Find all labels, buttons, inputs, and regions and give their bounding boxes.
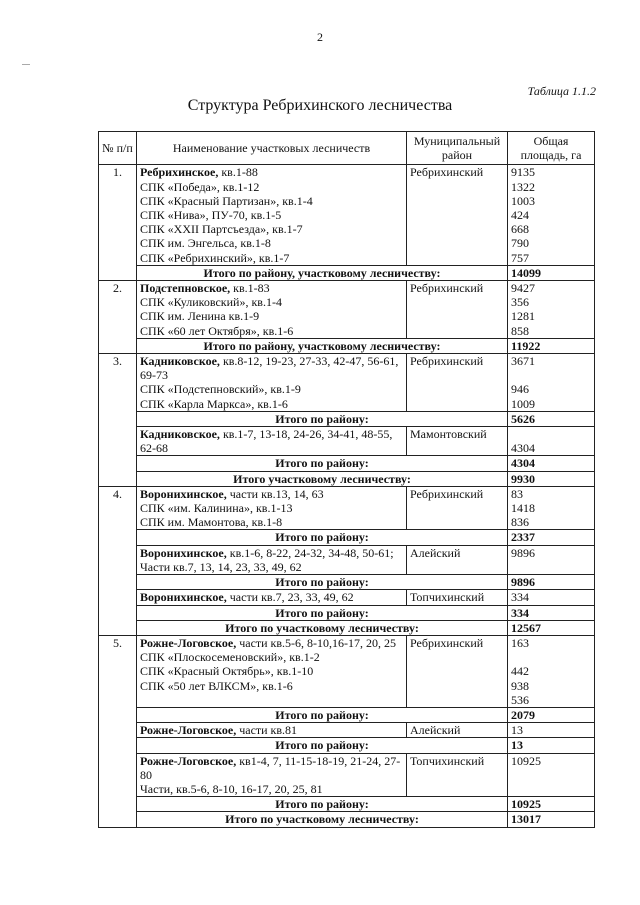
forestry-name-bold: Воронихинское, bbox=[140, 486, 227, 501]
forestry-line bbox=[140, 324, 403, 338]
forestry-line-text: части кв.5-6, 8-10,16-17, 20, 25 bbox=[236, 635, 397, 650]
row-number: 4. bbox=[99, 486, 137, 635]
municipal-district: Ребрихинский bbox=[407, 165, 508, 265]
total-label: Итого по району: bbox=[137, 738, 508, 753]
total-row bbox=[99, 812, 595, 827]
forestry-line-text: части кв.7, 23, 33, 49, 62 bbox=[226, 590, 354, 605]
forestry-entry-row bbox=[99, 427, 595, 456]
area-value: 13 bbox=[511, 723, 523, 738]
area-value: 757 bbox=[511, 250, 529, 265]
area-value: 9427 bbox=[511, 281, 535, 296]
total-value: 4304 bbox=[508, 456, 595, 471]
total-label: Итого по району: bbox=[137, 797, 508, 812]
row-number: 1. bbox=[99, 165, 137, 281]
municipal-district: Ребрихинский bbox=[407, 354, 508, 412]
forestry-name-bold: Ребрихинское, bbox=[140, 165, 219, 180]
area-value: 536 bbox=[511, 692, 529, 707]
area-values bbox=[508, 427, 595, 456]
area-value: 163 bbox=[511, 635, 529, 650]
row-number: 2. bbox=[99, 281, 137, 354]
total-value: 13 bbox=[508, 738, 595, 753]
forestry-line-text: СПК им. Ленина кв.1-9 bbox=[140, 309, 260, 324]
area-value: 1418 bbox=[511, 501, 535, 516]
total-value: 5626 bbox=[508, 411, 595, 426]
forestry-line bbox=[140, 180, 403, 194]
area-values bbox=[508, 486, 595, 530]
municipal-district: Ребрихинский bbox=[407, 486, 508, 530]
total-row bbox=[99, 411, 595, 426]
forestry-names bbox=[137, 486, 407, 530]
forestry-names bbox=[137, 723, 407, 738]
area-values bbox=[508, 354, 595, 412]
forestry-line-text: СПК им. Энгельса, кв.1-8 bbox=[140, 236, 271, 251]
total-label: Итого по району: bbox=[137, 575, 508, 590]
forestry-structure-table bbox=[98, 131, 595, 828]
forestry-entry-row bbox=[99, 590, 595, 605]
forestry-names bbox=[137, 590, 407, 605]
forestry-line-text: СПК «Ребрихинский», кв.1-7 bbox=[140, 250, 290, 265]
forestry-line bbox=[140, 515, 403, 529]
area-values bbox=[508, 165, 595, 265]
area-value: 9135 bbox=[511, 165, 535, 180]
page-number: 2 bbox=[317, 30, 323, 44]
total-row bbox=[99, 605, 595, 620]
forestry-name-bold: Рожне-Логовское, bbox=[140, 723, 237, 738]
forestry-names bbox=[137, 545, 407, 574]
area-value: 10925 bbox=[511, 753, 541, 768]
header-name: Наименование участковых лесничеств bbox=[137, 132, 407, 165]
forestry-line-text: СПК «60 лет Октября», кв.1-6 bbox=[140, 323, 294, 338]
area-value: 790 bbox=[511, 236, 529, 251]
municipal-district: Алейский bbox=[407, 723, 508, 738]
forestry-name-bold: Рожне-Логовское, bbox=[140, 753, 237, 768]
forestry-line bbox=[140, 546, 403, 574]
forestry-line-text: СПК «Победа», кв.1-12 bbox=[140, 179, 260, 194]
total-value: 2337 bbox=[508, 530, 595, 545]
forestry-line-text: кв.1-7, 13-18, 24-26, 34-41, 48-55, 62-68 bbox=[140, 427, 393, 456]
municipal-district: Алейский bbox=[407, 545, 508, 574]
row-number: 3. bbox=[99, 354, 137, 487]
forestry-line bbox=[140, 664, 403, 678]
forestry-entry-row bbox=[99, 486, 595, 530]
area-value: 1003 bbox=[511, 193, 535, 208]
forestry-line bbox=[140, 679, 403, 693]
area-value: 1322 bbox=[511, 179, 535, 194]
total-label: Итого по району, участковому лесничеству: bbox=[137, 265, 508, 280]
header-num: № п/п bbox=[99, 132, 137, 165]
area-value: 1009 bbox=[511, 396, 535, 411]
total-row bbox=[99, 471, 595, 486]
total-value: 13017 bbox=[508, 812, 595, 827]
area-value: 334 bbox=[511, 590, 529, 605]
table-label: Таблица 1.1.2 bbox=[527, 84, 596, 98]
total-label: Итого по району: bbox=[137, 411, 508, 426]
forestry-line bbox=[140, 501, 403, 515]
forestry-line bbox=[140, 397, 403, 411]
total-label: Итого по району: bbox=[137, 707, 508, 722]
forestry-line bbox=[140, 194, 403, 208]
total-row bbox=[99, 338, 595, 353]
document-title: Структура Ребрихинского лесничества bbox=[187, 97, 453, 114]
forestry-names bbox=[137, 354, 407, 412]
total-label: Итого по участковому лесничеству: bbox=[137, 812, 508, 827]
forestry-names bbox=[137, 165, 407, 265]
forestry-line bbox=[140, 295, 403, 309]
total-row bbox=[99, 738, 595, 753]
municipal-district: Топчихинский bbox=[407, 590, 508, 605]
area-value: 4304 bbox=[511, 441, 535, 456]
forestry-name-bold: Подстепновское, bbox=[140, 281, 231, 296]
area-value bbox=[511, 650, 591, 664]
total-row bbox=[99, 456, 595, 471]
forestry-line-text: кв.1-88 bbox=[218, 165, 258, 180]
forestry-line-text: СПК «XXII Партсъезда», кв.1-7 bbox=[140, 222, 303, 237]
forestry-line bbox=[140, 165, 403, 179]
area-value: 442 bbox=[511, 664, 529, 679]
forestry-line-text: СПК «Плоскосеменовский», кв.1-2 bbox=[140, 650, 320, 665]
area-value: 9896 bbox=[511, 545, 535, 560]
forestry-line bbox=[140, 723, 403, 737]
municipal-district: Топчихинский bbox=[407, 753, 508, 797]
total-value: 334 bbox=[508, 605, 595, 620]
forestry-entry-row bbox=[99, 281, 595, 339]
total-row bbox=[99, 707, 595, 722]
forestry-line bbox=[140, 487, 403, 501]
area-values bbox=[508, 635, 595, 707]
forestry-line-text: СПК «Красный Октябрь», кв.1-10 bbox=[140, 664, 314, 679]
total-label: Итого по участковому лесничеству: bbox=[137, 620, 508, 635]
table-header-row bbox=[99, 132, 595, 165]
forestry-line-text: кв.8-12, 19-23, 27-33, 42-47, 56-61, 69-73 bbox=[140, 354, 399, 383]
forestry-line-text: СПК «Карла Маркса», кв.1-6 bbox=[140, 396, 288, 411]
forestry-line bbox=[140, 222, 403, 236]
forestry-name-bold: Воронихинское, bbox=[140, 590, 227, 605]
forestry-line bbox=[140, 650, 403, 664]
total-value: 11922 bbox=[508, 338, 595, 353]
municipal-district: Ребрихинский bbox=[407, 281, 508, 339]
table-body bbox=[99, 165, 595, 827]
forestry-line bbox=[140, 754, 403, 782]
forestry-line-text: части кв.81 bbox=[236, 723, 298, 738]
forestry-line-text: СПК «Подстепновский», кв.1-9 bbox=[140, 382, 301, 397]
total-label: Итого по району, участковому лесничеству: bbox=[137, 338, 508, 353]
forestry-line bbox=[140, 208, 403, 222]
total-value: 12567 bbox=[508, 620, 595, 635]
total-row bbox=[99, 265, 595, 280]
forestry-line-text: СПК «50 лет ВЛКСМ», кв.1-6 bbox=[140, 678, 293, 693]
area-values bbox=[508, 281, 595, 339]
forestry-line bbox=[140, 636, 403, 650]
forestry-line bbox=[140, 281, 403, 295]
forestry-line bbox=[140, 236, 403, 250]
municipal-district: Мамонтовский bbox=[407, 427, 508, 456]
forestry-name-bold: Кадниковское, bbox=[140, 427, 220, 442]
forestry-line bbox=[140, 590, 403, 604]
total-row bbox=[99, 620, 595, 635]
forestry-names bbox=[137, 635, 407, 707]
forestry-line-text: Части, кв.5-6, 8-10, 16-17, 20, 25, 81 bbox=[140, 781, 323, 796]
forestry-line bbox=[140, 251, 403, 265]
forestry-names bbox=[137, 427, 407, 456]
total-label: Итого по району: bbox=[137, 456, 508, 471]
forestry-line-text: кв1-4, 7, 11-15-18-19, 21-24, 27-80 bbox=[140, 753, 401, 782]
forestry-entry-row bbox=[99, 635, 595, 707]
total-value: 2079 bbox=[508, 707, 595, 722]
forestry-line bbox=[140, 309, 403, 323]
area-values bbox=[508, 723, 595, 738]
total-label: Итого по району: bbox=[137, 605, 508, 620]
forestry-entry-row bbox=[99, 354, 595, 412]
forestry-line-text: кв.1-83 bbox=[230, 281, 270, 296]
forestry-names bbox=[137, 281, 407, 339]
forestry-names bbox=[137, 753, 407, 797]
total-value: 14099 bbox=[508, 265, 595, 280]
total-row bbox=[99, 530, 595, 545]
total-label: Итого по району: bbox=[137, 530, 508, 545]
header-district: Муниципальный район bbox=[407, 132, 508, 165]
area-value: 83 bbox=[511, 486, 523, 501]
area-value: 946 bbox=[511, 382, 529, 397]
forestry-line-text: части кв.13, 14, 63 bbox=[226, 486, 324, 501]
forestry-line-text: СПК «им. Калинина», кв.1-13 bbox=[140, 501, 293, 516]
forestry-line bbox=[140, 427, 403, 455]
area-values bbox=[508, 753, 595, 797]
total-value: 9930 bbox=[508, 471, 595, 486]
row-number: 5. bbox=[99, 635, 137, 827]
area-value: 668 bbox=[511, 222, 529, 237]
area-value: 938 bbox=[511, 678, 529, 693]
forestry-name-bold: Кадниковское, bbox=[140, 354, 220, 369]
forestry-line-text: СПК «Красный Партизан», кв.1-4 bbox=[140, 193, 313, 208]
forestry-name-bold: Воронихинское, bbox=[140, 545, 227, 560]
forestry-line bbox=[140, 354, 403, 382]
area-value: 1281 bbox=[511, 309, 535, 324]
total-value: 9896 bbox=[508, 575, 595, 590]
forestry-line bbox=[140, 782, 403, 796]
margin-mark bbox=[22, 64, 30, 65]
forestry-entry-row bbox=[99, 165, 595, 265]
area-value: 836 bbox=[511, 515, 529, 530]
area-values bbox=[508, 590, 595, 605]
area-value: 356 bbox=[511, 295, 529, 310]
area-value: 858 bbox=[511, 323, 529, 338]
municipal-district: Ребрихинский bbox=[407, 635, 508, 707]
forestry-line-text: кв.1-6, 8-22, 24-32, 34-48, 50-61; Части кв.7, 13, 14, 23, 33, 49, 62 bbox=[140, 545, 394, 574]
area-value: 424 bbox=[511, 208, 529, 223]
forestry-line bbox=[140, 382, 403, 396]
area-value: 3671 bbox=[511, 354, 535, 369]
area-values bbox=[508, 545, 595, 574]
total-value: 10925 bbox=[508, 797, 595, 812]
forestry-entry-row bbox=[99, 753, 595, 797]
forestry-line-text: СПК им. Мамонтова, кв.1-8 bbox=[140, 515, 283, 530]
area-value bbox=[511, 427, 591, 441]
forestry-entry-row bbox=[99, 723, 595, 738]
forestry-line-text: СПК «Нива», ПУ-70, кв.1-5 bbox=[140, 208, 282, 223]
total-label: Итого участковому лесничеству: bbox=[137, 471, 508, 486]
total-row bbox=[99, 575, 595, 590]
total-row bbox=[99, 797, 595, 812]
header-area: Общая площадь, га bbox=[508, 132, 595, 165]
forestry-line-text: СПК «Куликовский», кв.1-4 bbox=[140, 295, 282, 310]
forestry-name-bold: Рожне-Логовское, bbox=[140, 635, 237, 650]
area-value bbox=[511, 368, 591, 382]
forestry-entry-row bbox=[99, 545, 595, 574]
